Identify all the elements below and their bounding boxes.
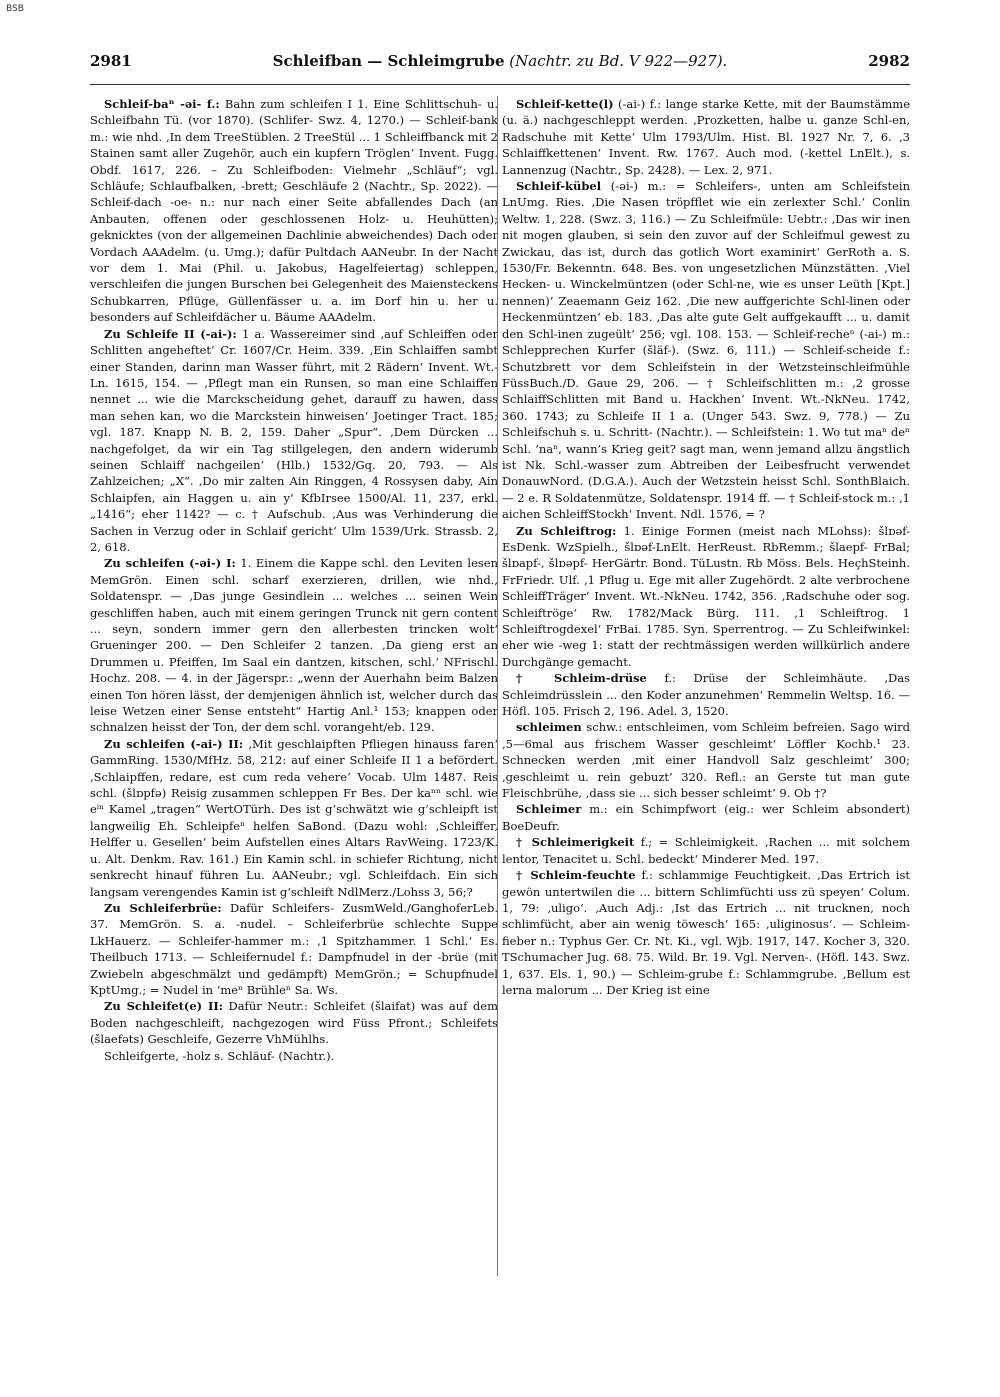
entry-headword: † Schleim-drüse (516, 671, 647, 686)
running-title (90, 52, 910, 70)
dictionary-entry (90, 555, 498, 735)
dictionary-entry (502, 801, 910, 834)
dictionary-entry (502, 523, 910, 671)
dictionary-entry (90, 998, 498, 1047)
page-number-left: 2981 (90, 52, 132, 70)
entry-headword: Zu schleifen (-ai-) II: (104, 736, 244, 751)
entry-body: 1. Einem die Kappe schl. den Leviten lesen MemGrön. Einen schl. scharf exerzieren, drillen, wie nhd., Soldatenspr. — ‚Das junge Gesindlein ... welches ... seinen Wein geschliffen haben, auch mit einem geringen Trunck nit gern content ... seyn, sondern immer gern den allerbesten trincken wolt‘ Grueninger 200. — Den Schleifer 2 tanzen. ‚Da gieng erst an Drummen u. Pfeiffen, Im Saal ein dantzen, kitschen, schl.‘ NFrischl. Hochz. 208. — 4. in der Jägerspr.: „wenn der Auerhahn beim Balzen einen Ton hören lässt, der demjenigen ähnlich ist, welcher durch das leise Wetzen einer Sense entsteht“ Hartig Anl.¹ 153; knappen oder schnalzen heisst der Ton, der dem schl. vorangeht/eb. 129. (90, 556, 498, 735)
entry-body: Bahn zum schleifen I 1. Eine Schlittschuh- u. Schleifbahn Tü. (vor 1870). (Schlifer- Swz. 4, 1270.) — Schleif-bank m.: wie nhd. ‚In dem TreeStüblen. 2 TreeStül ... 1 Schleiffbanck mit 2 Stainen samt aller Zugehör, auch ein kupfern Tröglen‘ Invent. Fugg. Obdf. 1617, 226. – Zu Schleifboden: Vielmehr „Schläuf“; vgl. Schläufe; Schlaufbalken, -brett; Geschläufe 2 (Nachtr., Sp. 2022). — Schleif-dach -oe- n.: nur nach einer Seite abfallendes Dach (an Anbauten, offenen oder geschlossenen Holz- u. Heuhütten); geknicktes (von der allgemeinen Dachlinie abweichendes) Dach oder Vordach AAAdelm. (u. Umg.); dafür Pultdach AANeubr. In der Nacht vor dem 1. Mai (Phil. u. Jakobus, Hagelfeiertag) schleppen, verschleifen die jungen Burschen bei Gelegenheit des Maiensteckens Schubkarren, Pflüge, Güllenfässer u. a. im Dorf hin u. her u. besonders auf Schleifdächer u. Bäume AAAdelm. (90, 97, 498, 325)
entry-body: Dafür Neutr.: Schleifet (šlaifat) was auf dem Boden nachgeschleift, nachgezogen wird Füss Pfront.; Schleifets (šlaefəts) Geschleife, Gezerre VhMühlhs. (90, 999, 498, 1047)
dictionary-entry (502, 670, 910, 719)
page-header (90, 52, 910, 78)
entry-body: m.: ein Schimpfwort (eig.: wer Schleim absondert) BoeDeufr. (502, 802, 910, 833)
entry-body: f.: Drüse der Schleimhäute. ‚Das Schleimdrüsslein ... den Koder anzunehmen‘ Remmelin Weltsp. 16. — Höfl. 105. Frisch 2, 196. Adel. 3, 1520. (502, 671, 910, 719)
entry-body: Schleifgerte, -holz s. Schläuf- (Nachtr.). (104, 1048, 335, 1063)
entry-body: f.; = Schleimigkeit. ‚Rachen ... mit solchem lentor, Tenacitet u. Schl. bedeckt‘ Minderer Med. 197. (502, 835, 910, 866)
left-column (90, 96, 498, 1286)
column-divider (497, 96, 498, 1276)
entry-body: schw.: entschleimen, vom Schleim befreien. Sago wird ‚5—6mal aus frischem Wasser geschleimt‘ Löffler Kochb.¹ 23. Schnecken werden ‚mit einer Handvoll Salz geschleimt‘ 300; ‚geschleimt u. rein gebuzt‘ 320. Refl.: an Gerste tut man gute Fleischbrühe, ‚dass sie ... sich besser schleimt‘ 9. Ob †? (502, 720, 910, 801)
dictionary-entry (502, 867, 910, 998)
entry-headword: Zu Schleiferbrüe: (104, 900, 222, 915)
dictionary-entry (90, 1048, 498, 1064)
right-column (502, 96, 910, 1286)
entry-body: Dafür Schleifers- ZusmWeld./GanghoferLeb. 37. MemGrön. S. a. -nudel. – Schleiferbrüe schlechte Suppe LkHauerz. — Schleifer-hammer m.: ‚1 Spitzhammer. 1 Schl.‘ Es. Theilbuch 1713. — Schleifernudel f.: Dampfnudel in der -brüe (mit Zwiebeln abgeschmälzt und gedämpft) MemGrön.; = Schupfnudel KptUmg.; = Nudel in ’meⁿ Brühleⁿ Sa. Ws. (90, 900, 498, 997)
entry-headword: Schleif-kübel (516, 179, 602, 194)
dictionary-entry (502, 96, 910, 178)
entry-headword: Schleif-baⁿ -əi- f.: (104, 97, 220, 111)
entry-headword: Zu schleifen (-əi-) I: (104, 556, 236, 571)
dictionary-entry (502, 719, 910, 801)
dictionary-entry (502, 178, 910, 523)
entry-body: 1. Einige Formen (meist nach MLohss): šlɒəf- EsDenk. WzSpielh., šlɒəf-LnElt. HerReust. RbRemm.; šlaepf- FrBal; šlɒapf-, šlɒəpf- HerGärtr. Bond. TüLustn. Rb Möss. Bels. HeçhSteinh. FrFriedr. Ulf. ‚1 Pflug u. Ege mit aller Zugehördt. 2 alte verbrochene SchleiffTräger‘ Invent. Wt.-NkNeu. 1742, 356. ‚Radschuhe oder sog. Schleiftröge‘ Rw. 1782/Mack Bürg. 111. ‚1 Schleiftrog. 1 Schleiftrogdexel‘ FrBai. 1785. Syn. Sperrentrog. — Zu Schleifwinkel: eher wie -weg 1: statt der rechtmässigen werden willkürlich andere Durchgänge gemacht. (502, 523, 910, 669)
entry-headword: Schleimer (516, 802, 582, 817)
dictionary-entry (90, 326, 498, 556)
entry-headword: Schleif-kette(l) (516, 97, 614, 111)
dictionary-entry (502, 834, 910, 867)
entry-headword: Zu Schleife II (-ai-): (104, 326, 237, 341)
entry-headword: Zu Schleifet(e) II: (104, 999, 223, 1014)
entry-headword: † Schleim-feuchte (516, 868, 636, 883)
entry-body: f.: schlammige Feuchtigkeit. ‚Das Ertrich ist gewön untertwilen die ... bittern Schlimfüchti uss zü speyen‘ Colum. 1, 79: ‚uligo‘. ‚Auch Adj.: ‚Ist das Ertrich ... nit trucknen, noch schlimfücht, aber ain wenig töwesch‘ 165: ‚uliginosus‘. — Schleim-fieber n.: Typhus Ger. Cr. Nt. Ki., vgl. Wjb. 1917, 147. Kocher 3, 320. TSchumacher Jug. 68. 75. Wild. Br. 19. Vgl. Nerven-. (Höfl. 143. Swz. 1, 637. Els. 1, 90.) — Schleim-grube f.: Schlammgrube. ‚Bellum est lerna malorum ... Der Krieg ist eine (502, 868, 910, 997)
entry-body: 1 a. Wassereimer sind ‚auf Schleiffen oder Schlitten angeheftet‘ Cr. 1607/Cr. Heim. 339. ‚Ein Schlaiffen sambt einer Standen, darinn man Wasser führt, mit 2 Rädern‘ Invent. Wt.-Ln. 1615, 154. — ‚Pflegt man ein Runsen, so man eine Schlaiffen nennet ... wie die Marckscheidung gehet, darauff zu hawen, dass man sehen kan, wo die Marckstein hinweisen‘ Joetinger Tract. 185; vgl. 187. Knapp N. B. 2, 159. Daher „Spur“. ‚Dem Dürcken ... nachgefolget, da wir ein Tag stillgelegen, den andern widerumb seinen Schlaiff nachgeilen‘ (Hlb.) 1532/Gq. 20, 793. — Als Zahlzeichen; „X“. ‚Do mir zalten Ain Ringgen, 4 Rossysen daby, Ain Schlaipfen, ain Haggen u. ain y‘ KfbIrsee 1500/Al. 11, 237, erkl. „1416“; eher 1142? — c. † Aufschub. ‚Aus was Verhinderung die Sachen in Verzug oder in Schlaif gericht‘ Ulm 1539/Urk. Strassb. 2, 2, 618. (90, 326, 498, 554)
running-title-sub: (Nachtr. zu Bd. V 922—927). (509, 52, 728, 70)
entry-headword: Zu Schleiftrog: (516, 523, 617, 538)
running-title-main: Schleifban — Schleimgrube (272, 52, 505, 70)
dictionary-entry (90, 96, 498, 326)
entry-body: (-əi-) m.: = Schleifers-, unten am Schleifstein LnUmg. Ries. ‚Die Nasen tröpfflet wie ein zerlexter Schl.‘ Conlin Weltw. 1, 228. (Swz. 3, 116.) — Zu Schleifmüle: Uebtr.: ‚Das wir inen nit mogen glauben, si sein den zuvor auf der Schleifmul gewest zu Zwickau, das ist, durch das gotlich Wort examinirt‘ GerRoth a. S. 1530/Fr. Bekenntn. 648. Bes. von ungesetzlichen Münzstätten. ‚Viel Hecken- u. Winckelmüntzen (oder Schl-ne, wie es unser Leüth [Kpt.] nennen)‘ Zeaemann Geiz 162. ‚Die new auffgerichte Schl-linen oder Heckenmüntzen‘ eb. 183. ‚Das alte gute Gelt auffgekaufft ... u. damit den Schl-inen zugeült‘ 256; vgl. 108. 153. — Schleif-recheⁿ (-ai-) m.: Schlepprechen Kurfer (šläf-). (Swz. 6, 111.) — Schleif-scheide f.: Schutzbrett vor dem Schleifstein in der Wetzsteinschleifmühle FüssBuch./D. Gaue 29, 206. — † Schleifschlitten m.: ‚2 grosse SchlaiffSchlitten mit Band u. Hackhen‘ Invent. Wt.-NkNeu. 1742, 360. 1743; zu Schleife II 1 a. (Unger 543. Swz. 9, 778.) — Zu Schleifschuh s. u. Schritt- (Nachtr.). — Schleifstein: 1. Wo tut maⁿ deⁿ Schl. ’naⁿ, wann’s Krieg geit? sagt man, wenn jemand allzu ängstlich ist Nk. Schl.-wasser zum Abtreiben der Leibesfrucht verwendet DonauwNord. (D.G.A.). Auch der Wetzstein heisst Schl. SonthBlaich. — 2 e. R Soldatenmütze, Soldatenspr. 1914 ff. — † Schleif-stock m.: ‚1 aichen SchleiffStockh‘ Invent. Ndl. 1576, = ? (502, 179, 910, 522)
entry-body: (-ai-) f.: lange starke Kette, mit der Baumstämme (u. ä.) nachgeschleppt werden. ‚Prozketten, halbe u. ganze Schl-en, Radschuhe mit Kette‘ Ulm 1793/Ulm. Hist. Bl. 1927 Nr. 7, 6. ‚3 Schlaiffkettenen‘ Invent. Rw. 1767. Auch mod. (-kettel LnElt.), s. Lannenzug (Nachtr., Sp. 2428). — Lex. 2, 971. (502, 97, 910, 177)
dictionary-entry (90, 900, 498, 998)
header-rule (90, 84, 910, 85)
library-stamp: BSB (6, 4, 24, 14)
entry-headword: schleimen (516, 720, 582, 735)
entry-body: ‚Mit geschlaipften Pfliegen hinauss faren‘ GammRing. 1530/MfHz. 58, 212: auf einer Schleife II 1 a befördert. ‚Schlaipffen, redare, est cum reda vehere‘ Vocab. Ulm 1487. Reis schl. (šlɒpfə) Reisig zusammen schleppen Fr Bes. Der kaⁿⁿ schl. wie eⁱⁿ Kamel „tragen“ WertOTürh. Des ist g‘schwätzt wie g‘schleipft ist langweilig Eh. Schleipfeⁿ helfen SaBond. (Dazu wohl: ‚Schleiffer, Helffer u. Gesellen‘ beim Aufstellen eines Altars RavWeing. 1723/K. u. Alt. Denkm. Rav. 161.) Ein Kamin schl. in schiefer Richtung, nicht senkrecht hinauf führen Lu. AANeubr.; vgl. Schleifdach. Ein sich langsam verengendes Kamin ist g‘schleift NdlMerz./Lohss 3, 56;? (90, 736, 498, 899)
page-number-right: 2982 (868, 52, 910, 70)
dictionary-entry (90, 736, 498, 900)
entry-headword: † Schleimerigkeit (516, 835, 635, 850)
